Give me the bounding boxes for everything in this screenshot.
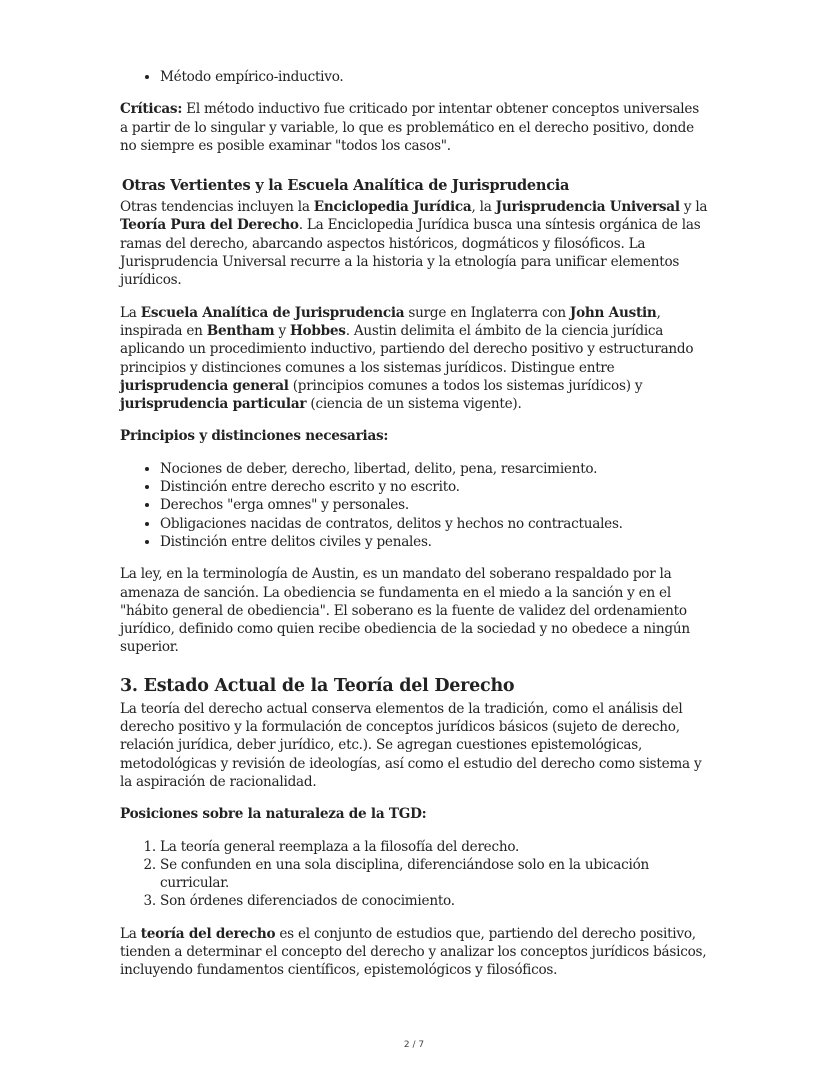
paragraph-escuela-analitica: La Escuela Analítica de Jurisprudencia surge en Inglaterra con John Austin, inspirada en Bentham y Hobbes. Austin delimita el ámbito de la ciencia jurídica aplicando un procedimiento inductivo, partiendo del derecho positivo y estructurando principios y distinciones comunes a los sistemas jurídicos. Distingue entre jurisprudencia general (principios comunes a todos los sistemas jurídicos) y jurisprudencia particular (ciencia de un sistema vigente).	[120, 304, 694, 413]
list-item: • Nociones de deber, derecho, libertad, delito, pena, resarcimiento.	[160, 460, 708, 478]
page-content	[120, 68, 708, 980]
list-item: • Método empírico-inductivo.	[160, 68, 708, 86]
section-heading-otras-vertientes: Otras Vertientes y la Escuela Analítica de Jurisprudencia	[122, 177, 570, 195]
paragraph-teoria-actual: La teoría del derecho actual conserva elementos de la tradición, como el análisis del derecho positivo y la formulación de conceptos jurídicos básicos (sujeto de derecho, relación jurídica, deber jurídico, etc.). Se agregan cuestiones epistemológicas, metodológicas y revisión de ideologías, así como el estudio del derecho como sistema y la aspiración de racionalidad.	[120, 700, 702, 790]
list-item: 1. La teoría general reemplaza a la filosofía del derecho.	[160, 838, 708, 856]
list-item: • Derechos "erga omnes" y personales.	[160, 496, 708, 514]
criticas-label: Críticas:	[120, 101, 183, 118]
paragraph-ley-austin: La ley, en la terminología de Austin, es un mandato del soberano respaldado por la amenaza de sanción. La obediencia se fundamenta en el miedo a la sanción y en el "hábito general de obediencia". El soberano es la fuente de validez del ordenamiento jurídico, definido como quien recibe obediencia de la sociedad y no obedece a ningún superior.	[120, 566, 690, 656]
criticas-text: El método inductivo fue criticado por intentar obtener conceptos universales a partir de lo singular y variable, lo que es problemático en el derecho positivo, donde no siempre es posible examinar "todos los casos".	[120, 101, 699, 154]
criticas-paragraph	[120, 100, 708, 155]
posiciones-label-paragraph	[120, 805, 708, 823]
principios-list	[120, 460, 708, 551]
list-item: • Distinción entre derecho escrito y no escrito.	[160, 478, 708, 496]
list-item: • Distinción entre delitos civiles y penales.	[160, 533, 708, 551]
list-item: 3. Son órdenes diferenciados de conocimiento.	[160, 892, 708, 910]
paragraph-otras-tendencias: Otras tendencias incluyen la Enciclopedia Jurídica, la Jurisprudencia Universal y la Teoría Pura del Derecho. La Enciclopedia Jurídica busca una síntesis orgánica de las ramas del derecho, abarcando aspectos históricos, dogmáticos y filosóficos. La Jurisprudencia Universal recurre a la historia y la etnología para unificar elementos jurídicos.	[120, 199, 708, 289]
list-item: • Obligaciones nacidas de contratos, delitos y hechos no contractuales.	[160, 515, 708, 533]
page-number: 2 / 7	[403, 1040, 425, 1050]
section-heading-estado-actual: 3. Estado Actual de la Teoría del Derecho	[120, 675, 515, 696]
posiciones-label: Posiciones sobre la naturaleza de la TGD:	[120, 806, 427, 823]
principios-label-paragraph	[120, 427, 708, 445]
principios-label: Principios y distinciones necesarias:	[120, 428, 389, 445]
list-item: 2. Se confunden en una sola disciplina, diferenciándose solo en la ubicación curricular.	[160, 856, 708, 893]
posiciones-list	[120, 838, 708, 911]
paragraph-teoria-definicion: La teoría del derecho es el conjunto de estudios que, partiendo del derecho positivo, tienden a determinar el concepto del derecho y analizar los conceptos jurídicos básicos, incluyendo fundamentos científicos, epistemológicos y filosóficos.	[120, 925, 707, 979]
intro-list	[120, 68, 708, 86]
